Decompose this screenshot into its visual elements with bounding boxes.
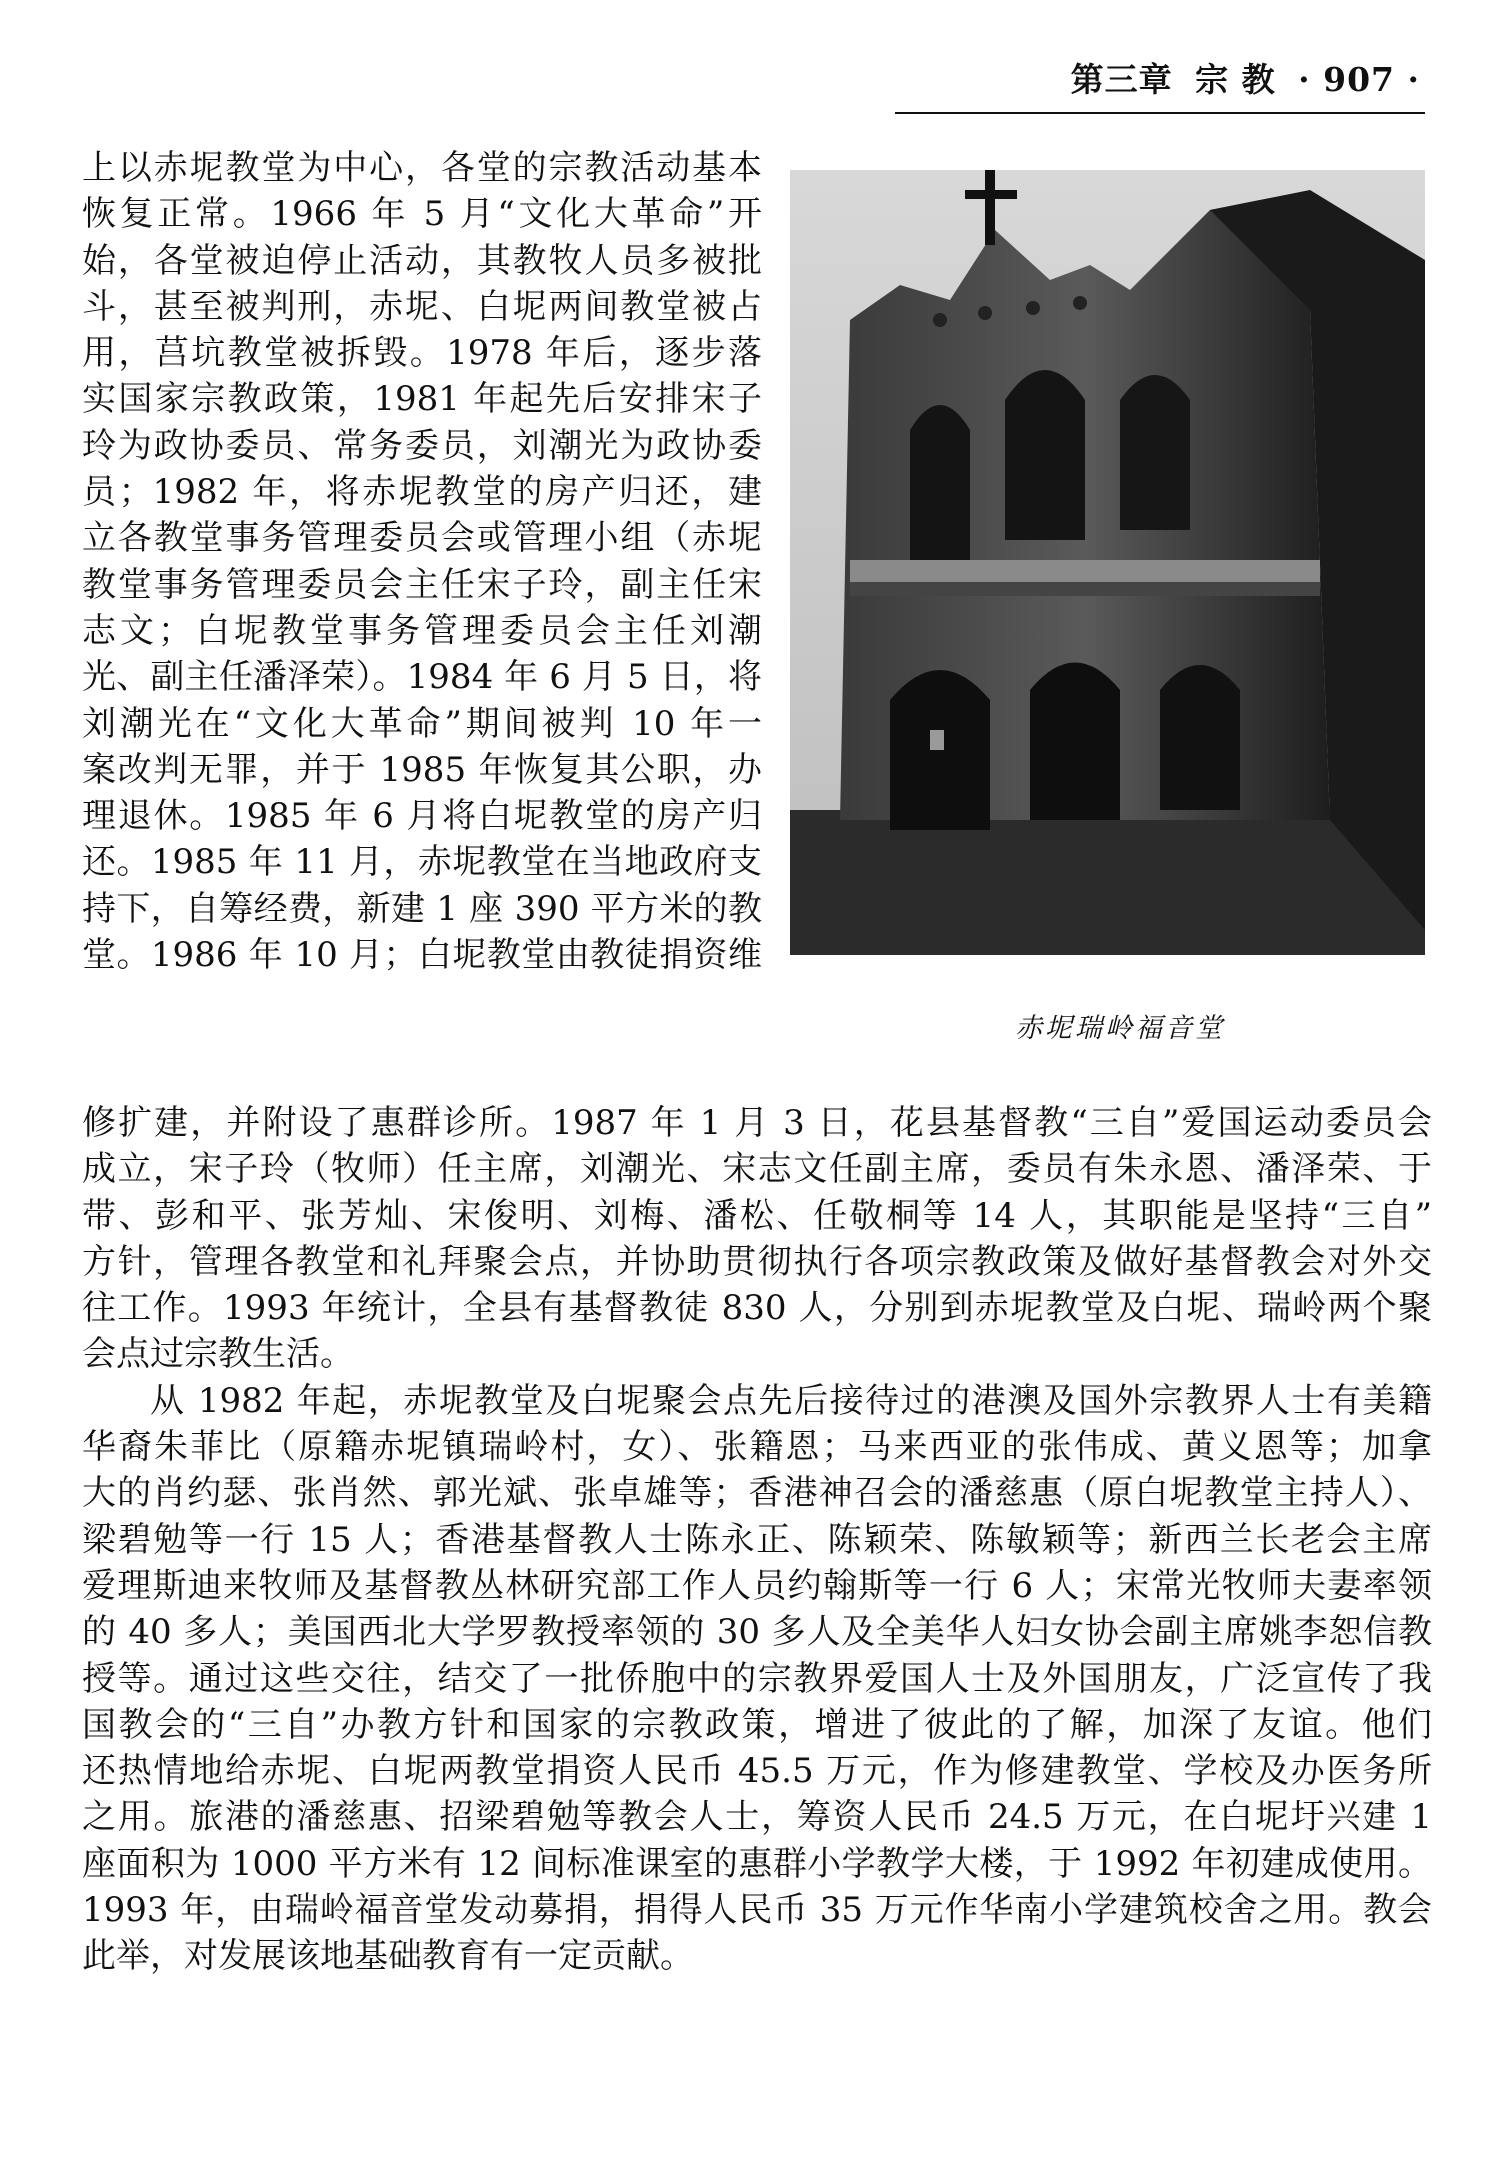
text-line: 之用。旅港的潘慈惠、招梁碧勉等教会人士，筹资人民币 24.5 万元，在白坭圩兴建 1	[82, 1797, 1432, 1838]
text-line: 往工作。1993 年统计，全县有基督教徒 830 人，分别到赤坭教堂及白坭、瑞岭两个聚	[82, 1288, 1432, 1329]
text-line: 此举，对发展该地基础教育有一定贡献。	[82, 1936, 694, 1977]
text-line: 上以赤坭教堂为中心，各堂的宗教活动基本	[82, 148, 762, 188]
text-line: 梁碧勉等一行 15 人；香港基督教人士陈永正、陈颖荣、陈敏颖等；新西兰长老会主席	[82, 1519, 1432, 1560]
text-line: 持下，自筹经费，新建 1 座 390 平方米的教	[82, 888, 762, 929]
text-line: 还。1985 年 11 月，赤坭教堂在当地政府支	[82, 842, 762, 883]
text-line: 国教会的“三自”办教方针和国家的宗教政策，增进了彼此的了解，加深了友谊。他们	[82, 1704, 1432, 1745]
church-photo	[790, 170, 1425, 955]
page-number: · 907 ·	[1298, 60, 1420, 99]
text-line: 始，各堂被迫停止活动，其教牧人员多被批	[82, 240, 762, 281]
text-line: 座面积为 1000 平方米有 12 间标准课室的惠群小学教学大楼，于 1992 年初建成使用。	[82, 1843, 1432, 1884]
body-text-full-width	[82, 1100, 1432, 1980]
text-line: 教堂事务管理委员会主任宋子玲，副主任宋	[82, 564, 762, 605]
text-line: 大的肖约瑟、张肖然、郭光斌、张卓雄等；香港神召会的潘慈惠（原白坭教堂主持人）、	[82, 1473, 1432, 1514]
text-line: 案改判无罪，并于 1985 年恢复其公职，办	[82, 749, 762, 790]
text-line: 刘潮光在“文化大革命”期间被判 10 年一	[82, 703, 762, 744]
text-line: 志文；白坭教堂事务管理委员会主任刘潮	[82, 610, 762, 651]
text-line: 光、副主任潘泽荣）。1984 年 6 月 5 日，将	[82, 657, 762, 698]
text-line: 玲为政协委员、常务委员，刘潮光为政协委	[82, 425, 762, 466]
text-line: 堂。1986 年 10 月；白坭教堂由教徒捐资维	[82, 935, 762, 976]
text-line: 成立，宋子玲（牧师）任主席，刘潮光、宋志文任副主席，委员有朱永恩、潘泽荣、于	[82, 1149, 1432, 1190]
text-line: 恢复正常。1966 年 5 月“文化大革命”开	[82, 194, 762, 235]
body-text-left-column	[82, 145, 762, 978]
text-line: 修扩建，并附设了惠群诊所。1987 年 1 月 3 日，花县基督教“三自”爱国运动委员会	[82, 1103, 1432, 1143]
text-line: 还热情地给赤坭、白坭两教堂捐资人民币 45.5 万元，作为修建教堂、学校及办医务所	[82, 1751, 1432, 1792]
text-line: 1993 年，由瑞岭福音堂发动募捐，捐得人民币 35 万元作华南小学建筑校舍之用。教会	[82, 1890, 1432, 1931]
text-line: 理退休。1985 年 6 月将白坭教堂的房产归	[82, 796, 762, 837]
text-line: 立各教堂事务管理委员会或管理小组（赤坭	[82, 518, 762, 559]
chapter-label: 第三章	[1070, 60, 1173, 99]
text-line: 的 40 多人；美国西北大学罗教授率领的 30 多人及全美华人妇女协会副主席姚李恕信教	[82, 1612, 1432, 1653]
photo-caption: 赤坭瑞岭福音堂	[1015, 1013, 1225, 1044]
text-line: 实国家宗教政策，1981 年起先后安排宋子	[82, 379, 762, 420]
header-rule	[895, 112, 1425, 114]
text-line: 带、彭和平、张芳灿、宋俊明、刘梅、潘松、任敬桐等 14 人，其职能是坚持“三自”	[82, 1195, 1432, 1236]
text-line: 爱理斯迪来牧师及基督教丛林研究部工作人员约翰斯等一行 6 人；宋常光牧师夫妻率领	[82, 1565, 1432, 1606]
text-line: 华裔朱菲比（原籍赤坭镇瑞岭村，女）、张籍恩；马来西亚的张伟成、黄义恩等；加拿	[82, 1427, 1432, 1468]
section-label: 宗 教	[1195, 60, 1276, 99]
text-line: 会点过宗教生活。	[82, 1334, 354, 1375]
text-line: 用，莒坑教堂被拆毁。1978 年后，逐步落	[82, 333, 762, 374]
text-line: 从 1982 年起，赤坭教堂及白坭聚会点先后接待过的港澳及国外宗教界人士有美籍	[150, 1380, 1432, 1421]
text-line: 授等。通过这些交往，结交了一批侨胞中的宗教界爱国人士及外国朋友，广泛宣传了我	[82, 1658, 1432, 1699]
text-line: 方针，管理各教堂和礼拜聚会点，并协助贯彻执行各项宗教政策及做好基督教会对外交	[82, 1241, 1432, 1282]
running-header	[900, 58, 1420, 102]
text-line: 员；1982 年，将赤坭教堂的房产归还，建	[82, 472, 762, 513]
text-line: 斗，甚至被判刑，赤坭、白坭两间教堂被占	[82, 286, 762, 327]
